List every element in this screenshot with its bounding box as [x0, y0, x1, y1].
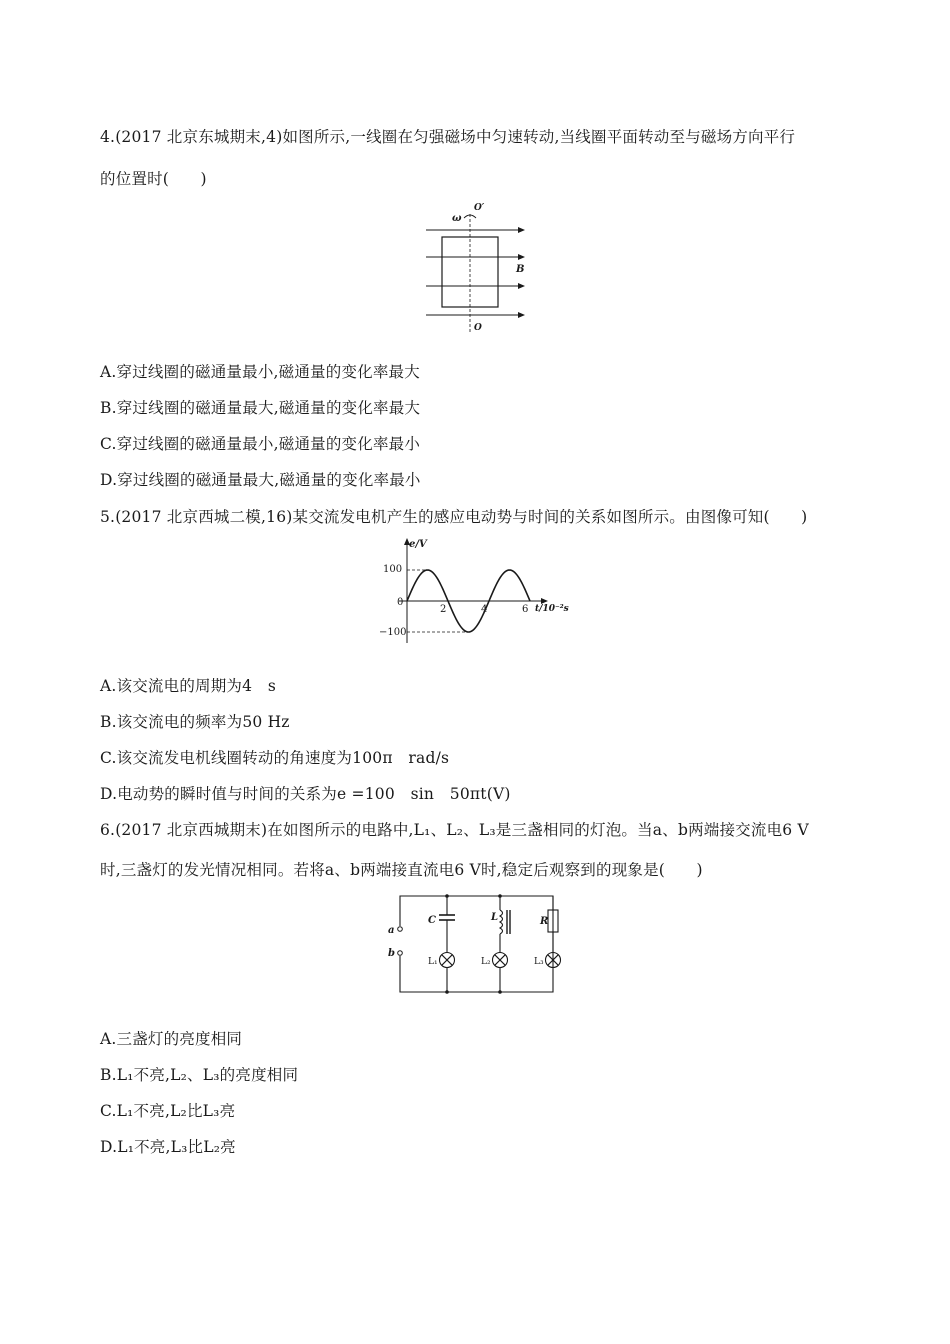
q4-option-b: B.穿过线圈的磁通量最大,磁通量的变化率最大 [100, 399, 421, 417]
inductor-coil [500, 910, 503, 934]
q4-stem-line1: 4.(2017 北京东城期末,4)如图所示,一线圈在匀强磁场中匀速转动,当线圈平面转动至与磁场方向平行 [100, 128, 796, 146]
q5-option-c: C.该交流发电机线圈转动的角速度为100π rad/s [100, 749, 450, 767]
junction-dot-4 [498, 894, 502, 898]
junction-dot-1 [445, 990, 449, 994]
q6-stem-line2: 时,三盏灯的发光情况相同。若将a、b两端接直流电6 V时,稳定后观察到的现象是( ) [100, 861, 703, 879]
q4-stem-line2: 的位置时( ) [100, 170, 207, 188]
q5-option-a: A.该交流电的周期为4 s [100, 677, 277, 695]
lamp-l2-icon [493, 953, 508, 968]
y-tick-neg100: −100 [379, 627, 407, 638]
circuit-wire-outer [400, 896, 553, 992]
label-b: b [388, 948, 395, 959]
label-b: B [516, 264, 525, 275]
q6-option-b: B.L₁不亮,L₂、L₃的亮度相同 [100, 1066, 299, 1084]
label-r: R [540, 916, 549, 927]
q6-option-c: C.L₁不亮,L₂比L₃亮 [100, 1102, 236, 1120]
x-tick-6: 6 [522, 604, 529, 615]
label-l1: L₁ [428, 957, 438, 967]
label-l2: L₂ [481, 957, 491, 967]
junction-dot-3 [445, 894, 449, 898]
q5-option-b: B.该交流电的频率为50 Hz [100, 713, 290, 731]
x-tick-2: 2 [440, 604, 447, 615]
terminal-b-icon [398, 951, 403, 956]
x-tick-4: 4 [481, 604, 488, 615]
q5-stem-line1: 5.(2017 北京西城二模,16)某交流发电机产生的感应电动势与时间的关系如图所示。由图像可知( ) [100, 508, 808, 526]
q5-emf-graph [375, 535, 575, 645]
label-l: L [491, 912, 499, 923]
x-axis-label: t/10⁻²s [535, 604, 569, 614]
q6-circuit-figure [383, 890, 563, 1000]
label-c: C [428, 915, 436, 926]
junction-dot-2 [498, 990, 502, 994]
q4-option-c: C.穿过线圈的磁通量最小,磁通量的变化率最小 [100, 435, 421, 453]
y-tick-100: 100 [383, 564, 403, 575]
q6-option-d: D.L₁不亮,L₃比L₂亮 [100, 1138, 236, 1156]
q6-option-a: A.三盏灯的亮度相同 [100, 1030, 243, 1048]
label-omega: ω [452, 213, 462, 224]
q4-coil-figure [420, 196, 540, 342]
y-tick-0: 0 [397, 597, 404, 608]
terminal-a-icon [398, 927, 403, 932]
q6-stem-line1: 6.(2017 北京西城期末)在如图所示的电路中,L₁、L₂、L₃是三盏相同的灯泡。当a、b两端接交流电6 V [100, 821, 809, 839]
q4-option-d: D.穿过线圈的磁通量最大,磁通量的变化率最小 [100, 471, 421, 489]
label-o: O [474, 323, 482, 333]
q4-option-a: A.穿过线圈的磁通量最小,磁通量的变化率最大 [100, 363, 420, 381]
label-l3: L₃ [534, 957, 544, 967]
q5-option-d: D.电动势的瞬时值与时间的关系为e =100 sin 50πt(V) [100, 785, 511, 803]
label-o-prime: O′ [474, 203, 485, 213]
lamp-l1-icon [440, 953, 455, 968]
y-axis-label: e/V [409, 539, 427, 550]
label-a: a [388, 925, 395, 936]
